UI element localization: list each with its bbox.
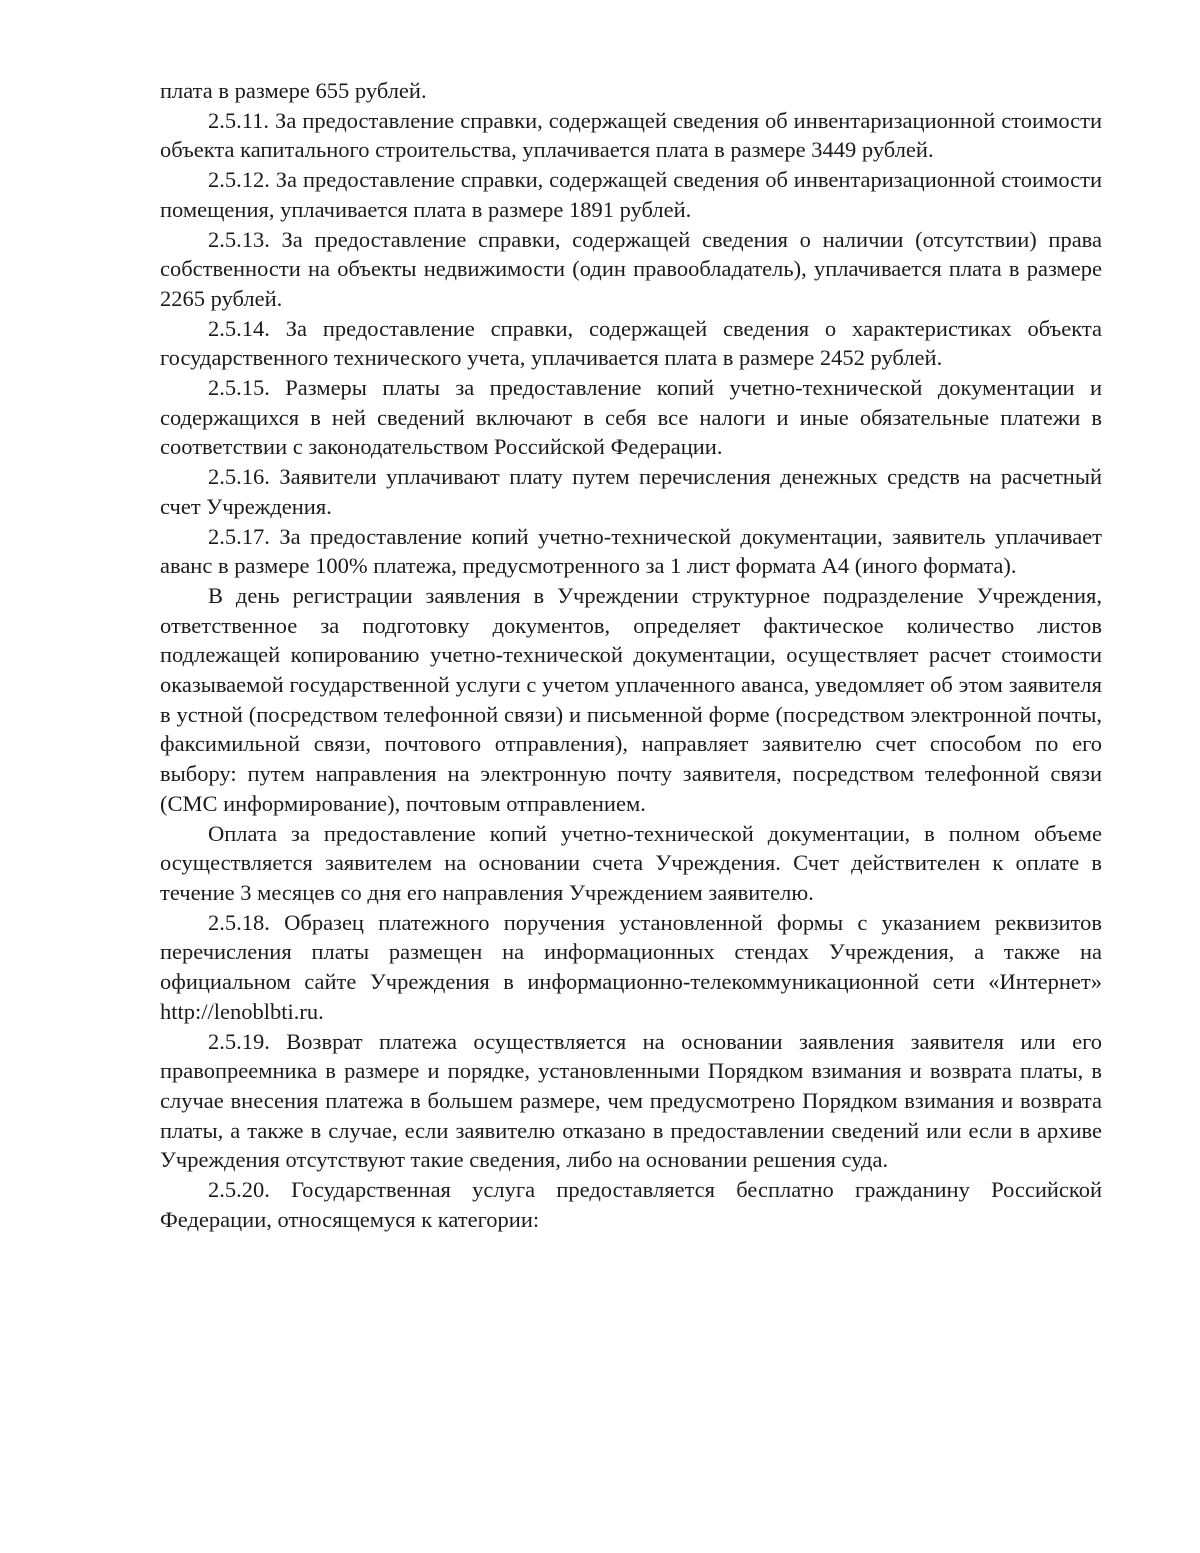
paragraph-payment-full: Оплата за предоставление копий учетно-технической документации, в полном объеме осуществляется заявителем на основании счета Учреждения. Счет действителен к оплате в течение 3 месяцев со дня его направления Учреждением заявителю. xyxy=(160,820,1102,905)
paragraph-2-5-14: 2.5.14. За предоставление справки, содержащей сведения о характеристиках объекта государственного технического учета, уплачивается плата в размере 2452 рублей. xyxy=(160,315,1102,371)
paragraph-registration-day: В день регистрации заявления в Учреждении структурное подразделение Учреждения, ответственное за подготовку документов, определяет фактическое количество листов подлежащей копированию учетно-технической документации, осуществляет расчет стоимости оказываемой государственной услуги с учетом уплаченного аванса, уведомляет об этом заявителя в устной (посредством телефонной связи) и письменной форме (посредством электронной почты, факсимильной связи, почтового отправления), направляет заявителю счет способом по его выбору: путем направления на электронную почту заявителя, посредством телефонной связи (СМС информирование), почтовым отправлением. xyxy=(160,582,1102,816)
paragraph-2-5-12: 2.5.12. За предоставление справки, содержащей сведения об инвентаризационной стоимости помещения, уплачивается плата в размере 1891 рублей. xyxy=(160,167,1102,222)
paragraph-2-5-17: 2.5.17. За предоставление копий учетно-технической документации, заявитель уплачивает аванс в размере 100% платежа, предусмотренного за 1 лист формата А4 (иного формата). xyxy=(160,523,1102,579)
paragraph-2-5-11: 2.5.11. За предоставление справки, содержащей сведения об инвентаризационной стоимости объекта капитального строительства, уплачивается плата в размере 3449 рублей. xyxy=(160,107,1102,163)
paragraph-2-5-18: 2.5.18. Образец платежного поручения установленной формы с указанием реквизитов перечисления платы размещен на информационных стендах Учреждения, а также на официальном сайте Учреждения в информационно-телекоммуникационной сети «Интернет» http://lenoblbti.ru. xyxy=(160,909,1102,1024)
paragraph-fee-655-continuation: плата в размере 655 рублей. xyxy=(160,78,427,103)
paragraph-2-5-16: 2.5.16. Заявители уплачивают плату путем перечисления денежных средств на расчетный счет Учреждения. xyxy=(160,464,1102,519)
paragraph-2-5-19: 2.5.19. Возврат платежа осуществляется на основании заявления заявителя или его правопреемника в размере и порядке, установленными Порядком взимания и возврата платы, в случае внесения платежа в большем размере, чем предусмотрено Порядком взимания и возврата платы, а также в случае, если заявителю отказано в предоставлении сведений или если в архиве Учреждения отсутствуют такие сведения, либо на основании решения суда. xyxy=(160,1028,1102,1173)
paragraph-2-5-13: 2.5.13. За предоставление справки, содержащей сведения о наличии (отсутствии) права собственности на объекты недвижимости (один правообладатель), уплачивается плата в размере 2265 рублей. xyxy=(160,226,1102,311)
document-page xyxy=(160,76,1102,1234)
paragraph-2-5-15: 2.5.15. Размеры платы за предоставление копий учетно-технической документации и содержащихся в ней сведений включают в себя все налоги и иные обязательные платежи в соответствии с законодательством Российской Федерации. xyxy=(160,375,1102,460)
paragraph-2-5-20: 2.5.20. Государственная услуга предоставляется бесплатно гражданину Российской Федерации, относящемуся к категории: xyxy=(160,1177,1102,1232)
